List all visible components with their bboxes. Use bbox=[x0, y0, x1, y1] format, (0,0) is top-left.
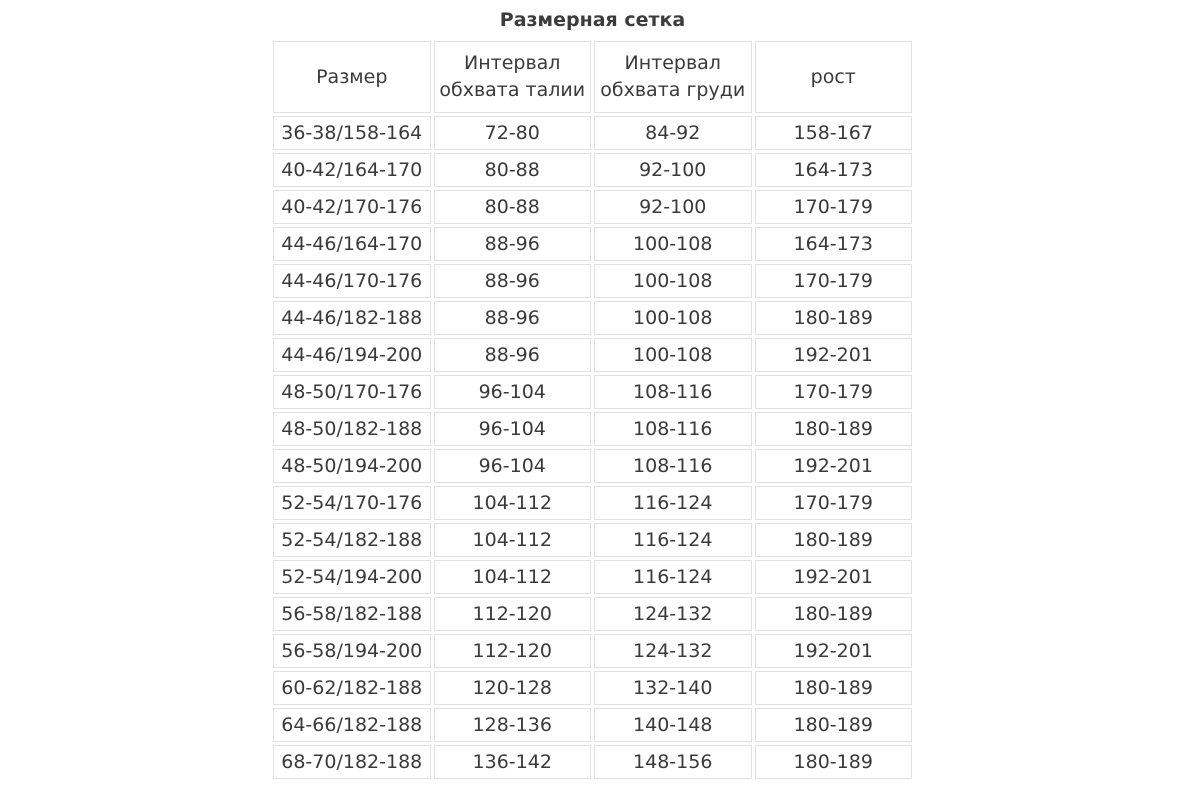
size-chart bbox=[270, 0, 915, 782]
cell-chest: 132-140 bbox=[594, 671, 752, 705]
cell-size: 40-42/170-176 bbox=[273, 190, 431, 224]
cell-waist: 104-112 bbox=[434, 486, 592, 520]
cell-chest: 108-116 bbox=[594, 449, 752, 483]
table-row bbox=[273, 153, 912, 187]
cell-size: 60-62/182-188 bbox=[273, 671, 431, 705]
cell-size: 36-38/158-164 bbox=[273, 116, 431, 150]
cell-height: 180-189 bbox=[755, 412, 913, 446]
cell-height: 192-201 bbox=[755, 560, 913, 594]
table-row bbox=[273, 486, 912, 520]
table-row bbox=[273, 264, 912, 298]
cell-waist: 80-88 bbox=[434, 190, 592, 224]
cell-height: 192-201 bbox=[755, 338, 913, 372]
cell-chest: 92-100 bbox=[594, 190, 752, 224]
cell-size: 48-50/182-188 bbox=[273, 412, 431, 446]
cell-waist: 88-96 bbox=[434, 264, 592, 298]
table-row bbox=[273, 523, 912, 557]
cell-size: 56-58/194-200 bbox=[273, 634, 431, 668]
table-row bbox=[273, 560, 912, 594]
cell-waist: 104-112 bbox=[434, 560, 592, 594]
cell-chest: 108-116 bbox=[594, 375, 752, 409]
table-row bbox=[273, 449, 912, 483]
cell-height: 192-201 bbox=[755, 634, 913, 668]
cell-waist: 96-104 bbox=[434, 412, 592, 446]
cell-size: 64-66/182-188 bbox=[273, 708, 431, 742]
column-header-chest: Интервал обхвата груди bbox=[594, 41, 752, 113]
cell-height: 180-189 bbox=[755, 597, 913, 631]
column-header-height: рост bbox=[755, 41, 913, 113]
cell-height: 170-179 bbox=[755, 264, 913, 298]
cell-height: 180-189 bbox=[755, 708, 913, 742]
cell-waist: 88-96 bbox=[434, 301, 592, 335]
table-row bbox=[273, 634, 912, 668]
cell-chest: 116-124 bbox=[594, 560, 752, 594]
cell-waist: 104-112 bbox=[434, 523, 592, 557]
cell-waist: 136-142 bbox=[434, 745, 592, 779]
cell-waist: 80-88 bbox=[434, 153, 592, 187]
cell-waist: 96-104 bbox=[434, 375, 592, 409]
cell-waist: 120-128 bbox=[434, 671, 592, 705]
table-row bbox=[273, 375, 912, 409]
table-header-row bbox=[273, 41, 912, 113]
cell-height: 170-179 bbox=[755, 190, 913, 224]
table-body bbox=[273, 116, 912, 779]
cell-waist: 112-120 bbox=[434, 634, 592, 668]
cell-chest: 124-132 bbox=[594, 634, 752, 668]
cell-height: 180-189 bbox=[755, 671, 913, 705]
cell-waist: 72-80 bbox=[434, 116, 592, 150]
table-row bbox=[273, 116, 912, 150]
cell-chest: 100-108 bbox=[594, 338, 752, 372]
column-header-size: Размер bbox=[273, 41, 431, 113]
cell-size: 44-46/164-170 bbox=[273, 227, 431, 261]
cell-height: 164-173 bbox=[755, 153, 913, 187]
cell-height: 158-167 bbox=[755, 116, 913, 150]
column-header-waist: Интервал обхвата талии bbox=[434, 41, 592, 113]
cell-height: 180-189 bbox=[755, 301, 913, 335]
cell-size: 56-58/182-188 bbox=[273, 597, 431, 631]
page-title: Размерная сетка bbox=[499, 9, 686, 31]
cell-waist: 112-120 bbox=[434, 597, 592, 631]
cell-height: 180-189 bbox=[755, 745, 913, 779]
cell-waist: 128-136 bbox=[434, 708, 592, 742]
cell-waist: 96-104 bbox=[434, 449, 592, 483]
cell-height: 180-189 bbox=[755, 523, 913, 557]
table-row bbox=[273, 745, 912, 779]
table-row bbox=[273, 227, 912, 261]
cell-size: 44-46/182-188 bbox=[273, 301, 431, 335]
cell-chest: 108-116 bbox=[594, 412, 752, 446]
cell-height: 170-179 bbox=[755, 486, 913, 520]
cell-size: 48-50/170-176 bbox=[273, 375, 431, 409]
cell-chest: 100-108 bbox=[594, 301, 752, 335]
cell-chest: 124-132 bbox=[594, 597, 752, 631]
cell-chest: 116-124 bbox=[594, 523, 752, 557]
cell-height: 164-173 bbox=[755, 227, 913, 261]
cell-chest: 84-92 bbox=[594, 116, 752, 150]
cell-size: 68-70/182-188 bbox=[273, 745, 431, 779]
cell-chest: 100-108 bbox=[594, 264, 752, 298]
table-row bbox=[273, 708, 912, 742]
cell-size: 44-46/170-176 bbox=[273, 264, 431, 298]
table-row bbox=[273, 597, 912, 631]
table-row bbox=[273, 412, 912, 446]
cell-chest: 100-108 bbox=[594, 227, 752, 261]
table-row bbox=[273, 301, 912, 335]
size-table bbox=[270, 38, 915, 782]
cell-size: 52-54/170-176 bbox=[273, 486, 431, 520]
cell-size: 52-54/194-200 bbox=[273, 560, 431, 594]
cell-waist: 88-96 bbox=[434, 338, 592, 372]
cell-waist: 88-96 bbox=[434, 227, 592, 261]
cell-size: 44-46/194-200 bbox=[273, 338, 431, 372]
cell-chest: 140-148 bbox=[594, 708, 752, 742]
table-row bbox=[273, 671, 912, 705]
table-row bbox=[273, 338, 912, 372]
cell-size: 52-54/182-188 bbox=[273, 523, 431, 557]
cell-height: 170-179 bbox=[755, 375, 913, 409]
cell-size: 48-50/194-200 bbox=[273, 449, 431, 483]
cell-chest: 116-124 bbox=[594, 486, 752, 520]
cell-height: 192-201 bbox=[755, 449, 913, 483]
cell-chest: 92-100 bbox=[594, 153, 752, 187]
cell-size: 40-42/164-170 bbox=[273, 153, 431, 187]
cell-chest: 148-156 bbox=[594, 745, 752, 779]
table-row bbox=[273, 190, 912, 224]
